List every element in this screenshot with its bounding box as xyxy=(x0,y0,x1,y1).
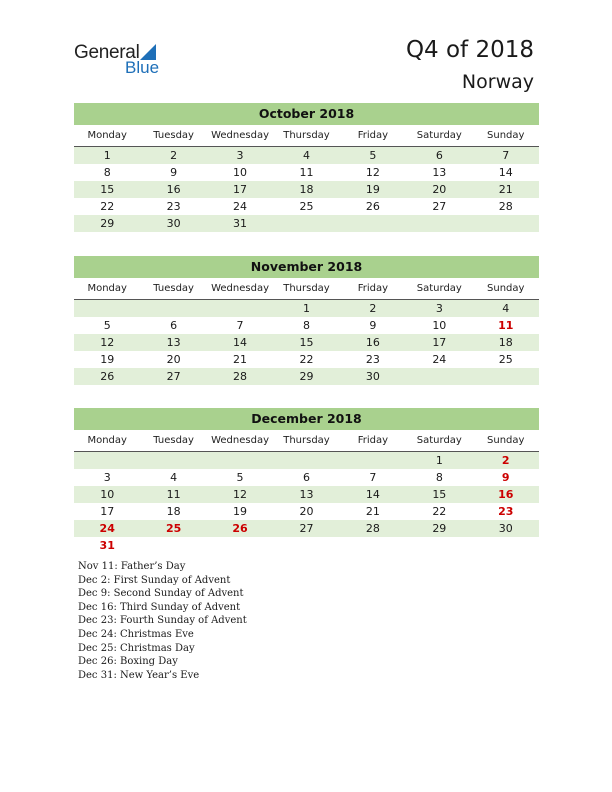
week-row xyxy=(74,147,539,164)
day-cell: 18 xyxy=(498,336,513,349)
holiday-note: Dec 16: Third Sunday of Advent xyxy=(78,601,241,613)
day-cell: 2 xyxy=(369,302,377,315)
weekday-label: Sunday xyxy=(487,435,525,446)
week-row xyxy=(74,164,539,181)
day-cell: 12 xyxy=(365,166,380,179)
holiday-note: Dec 9: Second Sunday of Advent xyxy=(78,588,244,600)
day-cell xyxy=(406,537,472,554)
day-cell: 10 xyxy=(100,488,115,501)
day-cell: 31 xyxy=(233,217,248,230)
day-cell: 8 xyxy=(103,166,111,179)
weekday-label: Thursday xyxy=(283,283,330,294)
day-cell: 30 xyxy=(365,370,380,383)
holiday-note: Dec 26: Boxing Day xyxy=(78,656,178,668)
weekday-label: Sunday xyxy=(487,130,525,141)
day-cell: 7 xyxy=(502,149,510,162)
logo-blue-text: Blue xyxy=(125,58,160,77)
day-cell: 20 xyxy=(166,353,181,366)
day-cell: 13 xyxy=(166,336,181,349)
weekday-label: Wednesday xyxy=(211,435,269,446)
month-title: November 2018 xyxy=(74,256,539,278)
weekday-label: Sunday xyxy=(487,283,525,294)
day-cell: 11 xyxy=(166,488,181,501)
weekday-label: Monday xyxy=(87,130,127,141)
day-cell: 10 xyxy=(432,319,447,332)
day-cell: 21 xyxy=(498,183,513,196)
day-cell: 28 xyxy=(365,522,380,535)
weekday-label: Saturday xyxy=(416,283,462,294)
week-row xyxy=(74,198,539,215)
day-cell: 7 xyxy=(236,319,244,332)
day-cell: 29 xyxy=(100,217,115,230)
holiday-note: Dec 2: First Sunday of Advent xyxy=(78,574,231,586)
day-cell: 3 xyxy=(435,302,443,315)
day-cell: 18 xyxy=(166,505,181,518)
day-cell: 7 xyxy=(369,471,377,484)
day-cell xyxy=(207,537,273,554)
weekday-label: Monday xyxy=(87,435,127,446)
day-cell xyxy=(406,368,472,385)
month-calendar xyxy=(74,103,539,232)
day-cell: 22 xyxy=(100,200,115,213)
day-cell: 2 xyxy=(170,149,178,162)
day-cell: 5 xyxy=(369,149,377,162)
day-cell xyxy=(74,452,140,469)
day-cell: 4 xyxy=(502,302,510,315)
day-cell: 27 xyxy=(166,370,181,383)
day-cell: 4 xyxy=(302,149,310,162)
holiday-notes xyxy=(78,560,247,682)
holiday-note: Dec 23: Fourth Sunday of Advent xyxy=(78,615,247,627)
day-cell: 11 xyxy=(299,166,314,179)
day-cell: 8 xyxy=(435,471,443,484)
weekday-label: Monday xyxy=(87,283,127,294)
day-cell: 30 xyxy=(498,522,513,535)
week-row xyxy=(74,351,539,368)
week-row xyxy=(74,486,539,503)
holiday-note: Nov 11: Father’s Day xyxy=(78,561,186,572)
week-row xyxy=(74,215,539,232)
day-cell: 17 xyxy=(432,336,447,349)
day-cell: 5 xyxy=(236,471,244,484)
day-cell: 22 xyxy=(299,353,314,366)
day-cell: 5 xyxy=(103,319,111,332)
day-cell: 19 xyxy=(233,505,248,518)
day-cell: 28 xyxy=(498,200,513,213)
day-cell xyxy=(473,537,539,554)
day-cell: 23 xyxy=(365,353,380,366)
holiday-note: Dec 25: Christmas Day xyxy=(78,642,195,654)
day-cell: 17 xyxy=(100,505,115,518)
week-row xyxy=(74,300,539,317)
week-row xyxy=(74,469,539,486)
day-cell: 10 xyxy=(233,166,248,179)
logo-general-text: General xyxy=(74,42,140,63)
logo xyxy=(74,42,184,78)
weekday-label: Saturday xyxy=(416,435,462,446)
month-title: October 2018 xyxy=(74,103,539,125)
day-cell: 3 xyxy=(103,471,111,484)
day-cell: 14 xyxy=(498,166,513,179)
holiday-note: Dec 24: Christmas Eve xyxy=(78,628,194,640)
day-cell: 28 xyxy=(233,370,248,383)
day-cell: 15 xyxy=(432,488,447,501)
day-cell: 17 xyxy=(233,183,248,196)
day-cell: 3 xyxy=(236,149,244,162)
day-cell: 1 xyxy=(435,454,443,467)
holiday-day-cell: 31 xyxy=(99,539,115,552)
week-row xyxy=(74,181,539,198)
weekday-header-row xyxy=(74,125,539,147)
day-cell xyxy=(140,452,206,469)
day-cell: 9 xyxy=(369,319,377,332)
day-cell xyxy=(74,300,140,317)
day-cell: 4 xyxy=(170,471,178,484)
day-cell: 21 xyxy=(233,353,248,366)
country-name: Norway xyxy=(461,71,534,93)
month-calendar xyxy=(74,256,539,385)
day-cell: 16 xyxy=(365,336,380,349)
week-row xyxy=(74,334,539,351)
day-cell: 6 xyxy=(302,471,310,484)
day-cell: 29 xyxy=(432,522,447,535)
weekday-label: Wednesday xyxy=(211,283,269,294)
day-cell xyxy=(140,300,206,317)
weekday-header-row xyxy=(74,430,539,452)
weekday-label: Tuesday xyxy=(153,130,194,141)
weekday-label: Saturday xyxy=(416,130,462,141)
day-cell xyxy=(340,537,406,554)
day-cell: 25 xyxy=(498,353,513,366)
day-cell xyxy=(207,452,273,469)
day-cell: 27 xyxy=(299,522,314,535)
month-calendar xyxy=(74,408,539,554)
day-cell xyxy=(273,537,339,554)
day-cell: 19 xyxy=(100,353,115,366)
holiday-day-cell: 2 xyxy=(501,454,510,467)
day-cell: 6 xyxy=(170,319,178,332)
week-row xyxy=(74,368,539,385)
weekday-header-row xyxy=(74,278,539,300)
holiday-day-cell: 25 xyxy=(165,522,182,535)
weekday-label: Tuesday xyxy=(153,435,194,446)
day-cell xyxy=(273,215,339,232)
day-cell: 18 xyxy=(299,183,314,196)
day-cell: 15 xyxy=(299,336,314,349)
day-cell: 29 xyxy=(299,370,314,383)
week-row xyxy=(74,317,539,334)
day-cell xyxy=(140,537,206,554)
day-cell: 13 xyxy=(299,488,314,501)
day-cell: 23 xyxy=(166,200,181,213)
day-cell xyxy=(340,215,406,232)
day-cell: 20 xyxy=(299,505,314,518)
day-cell xyxy=(340,452,406,469)
day-cell: 14 xyxy=(365,488,380,501)
day-cell: 1 xyxy=(302,302,310,315)
week-row xyxy=(74,520,539,537)
holiday-day-cell: 24 xyxy=(99,522,115,535)
day-cell: 21 xyxy=(365,505,380,518)
day-cell: 27 xyxy=(432,200,447,213)
day-cell xyxy=(406,215,472,232)
day-cell xyxy=(273,452,339,469)
day-cell: 19 xyxy=(365,183,380,196)
day-cell xyxy=(473,215,539,232)
week-row xyxy=(74,503,539,520)
day-cell: 20 xyxy=(432,183,447,196)
day-cell: 12 xyxy=(100,336,115,349)
holiday-day-cell: 11 xyxy=(498,319,514,332)
day-cell: 1 xyxy=(103,149,111,162)
day-cell: 26 xyxy=(100,370,115,383)
day-cell: 15 xyxy=(100,183,115,196)
day-cell: 14 xyxy=(233,336,248,349)
day-cell xyxy=(473,368,539,385)
holiday-day-cell: 26 xyxy=(232,522,248,535)
day-cell: 8 xyxy=(302,319,310,332)
weekday-label: Wednesday xyxy=(211,130,269,141)
day-cell: 24 xyxy=(233,200,248,213)
month-title: December 2018 xyxy=(74,408,539,430)
weekday-label: Tuesday xyxy=(153,283,194,294)
day-cell: 12 xyxy=(233,488,248,501)
day-cell: 24 xyxy=(432,353,447,366)
day-cell: 13 xyxy=(432,166,447,179)
day-cell: 30 xyxy=(166,217,181,230)
day-cell: 26 xyxy=(365,200,380,213)
holiday-day-cell: 16 xyxy=(498,488,514,501)
holiday-day-cell: 23 xyxy=(498,505,514,518)
weekday-label: Friday xyxy=(357,130,389,141)
holiday-day-cell: 9 xyxy=(501,471,510,484)
day-cell: 25 xyxy=(299,200,314,213)
day-cell xyxy=(207,300,273,317)
week-row xyxy=(74,537,539,554)
holiday-note: Dec 31: New Year’s Eve xyxy=(78,669,200,681)
weekday-label: Friday xyxy=(357,283,389,294)
day-cell: 6 xyxy=(435,149,443,162)
day-cell: 22 xyxy=(432,505,447,518)
weekday-label: Thursday xyxy=(283,130,330,141)
page-title: Q4 of 2018 xyxy=(405,37,534,63)
day-cell: 16 xyxy=(166,183,181,196)
weekday-label: Thursday xyxy=(283,435,330,446)
week-row xyxy=(74,452,539,469)
weekday-label: Friday xyxy=(357,435,389,446)
day-cell: 9 xyxy=(170,166,178,179)
